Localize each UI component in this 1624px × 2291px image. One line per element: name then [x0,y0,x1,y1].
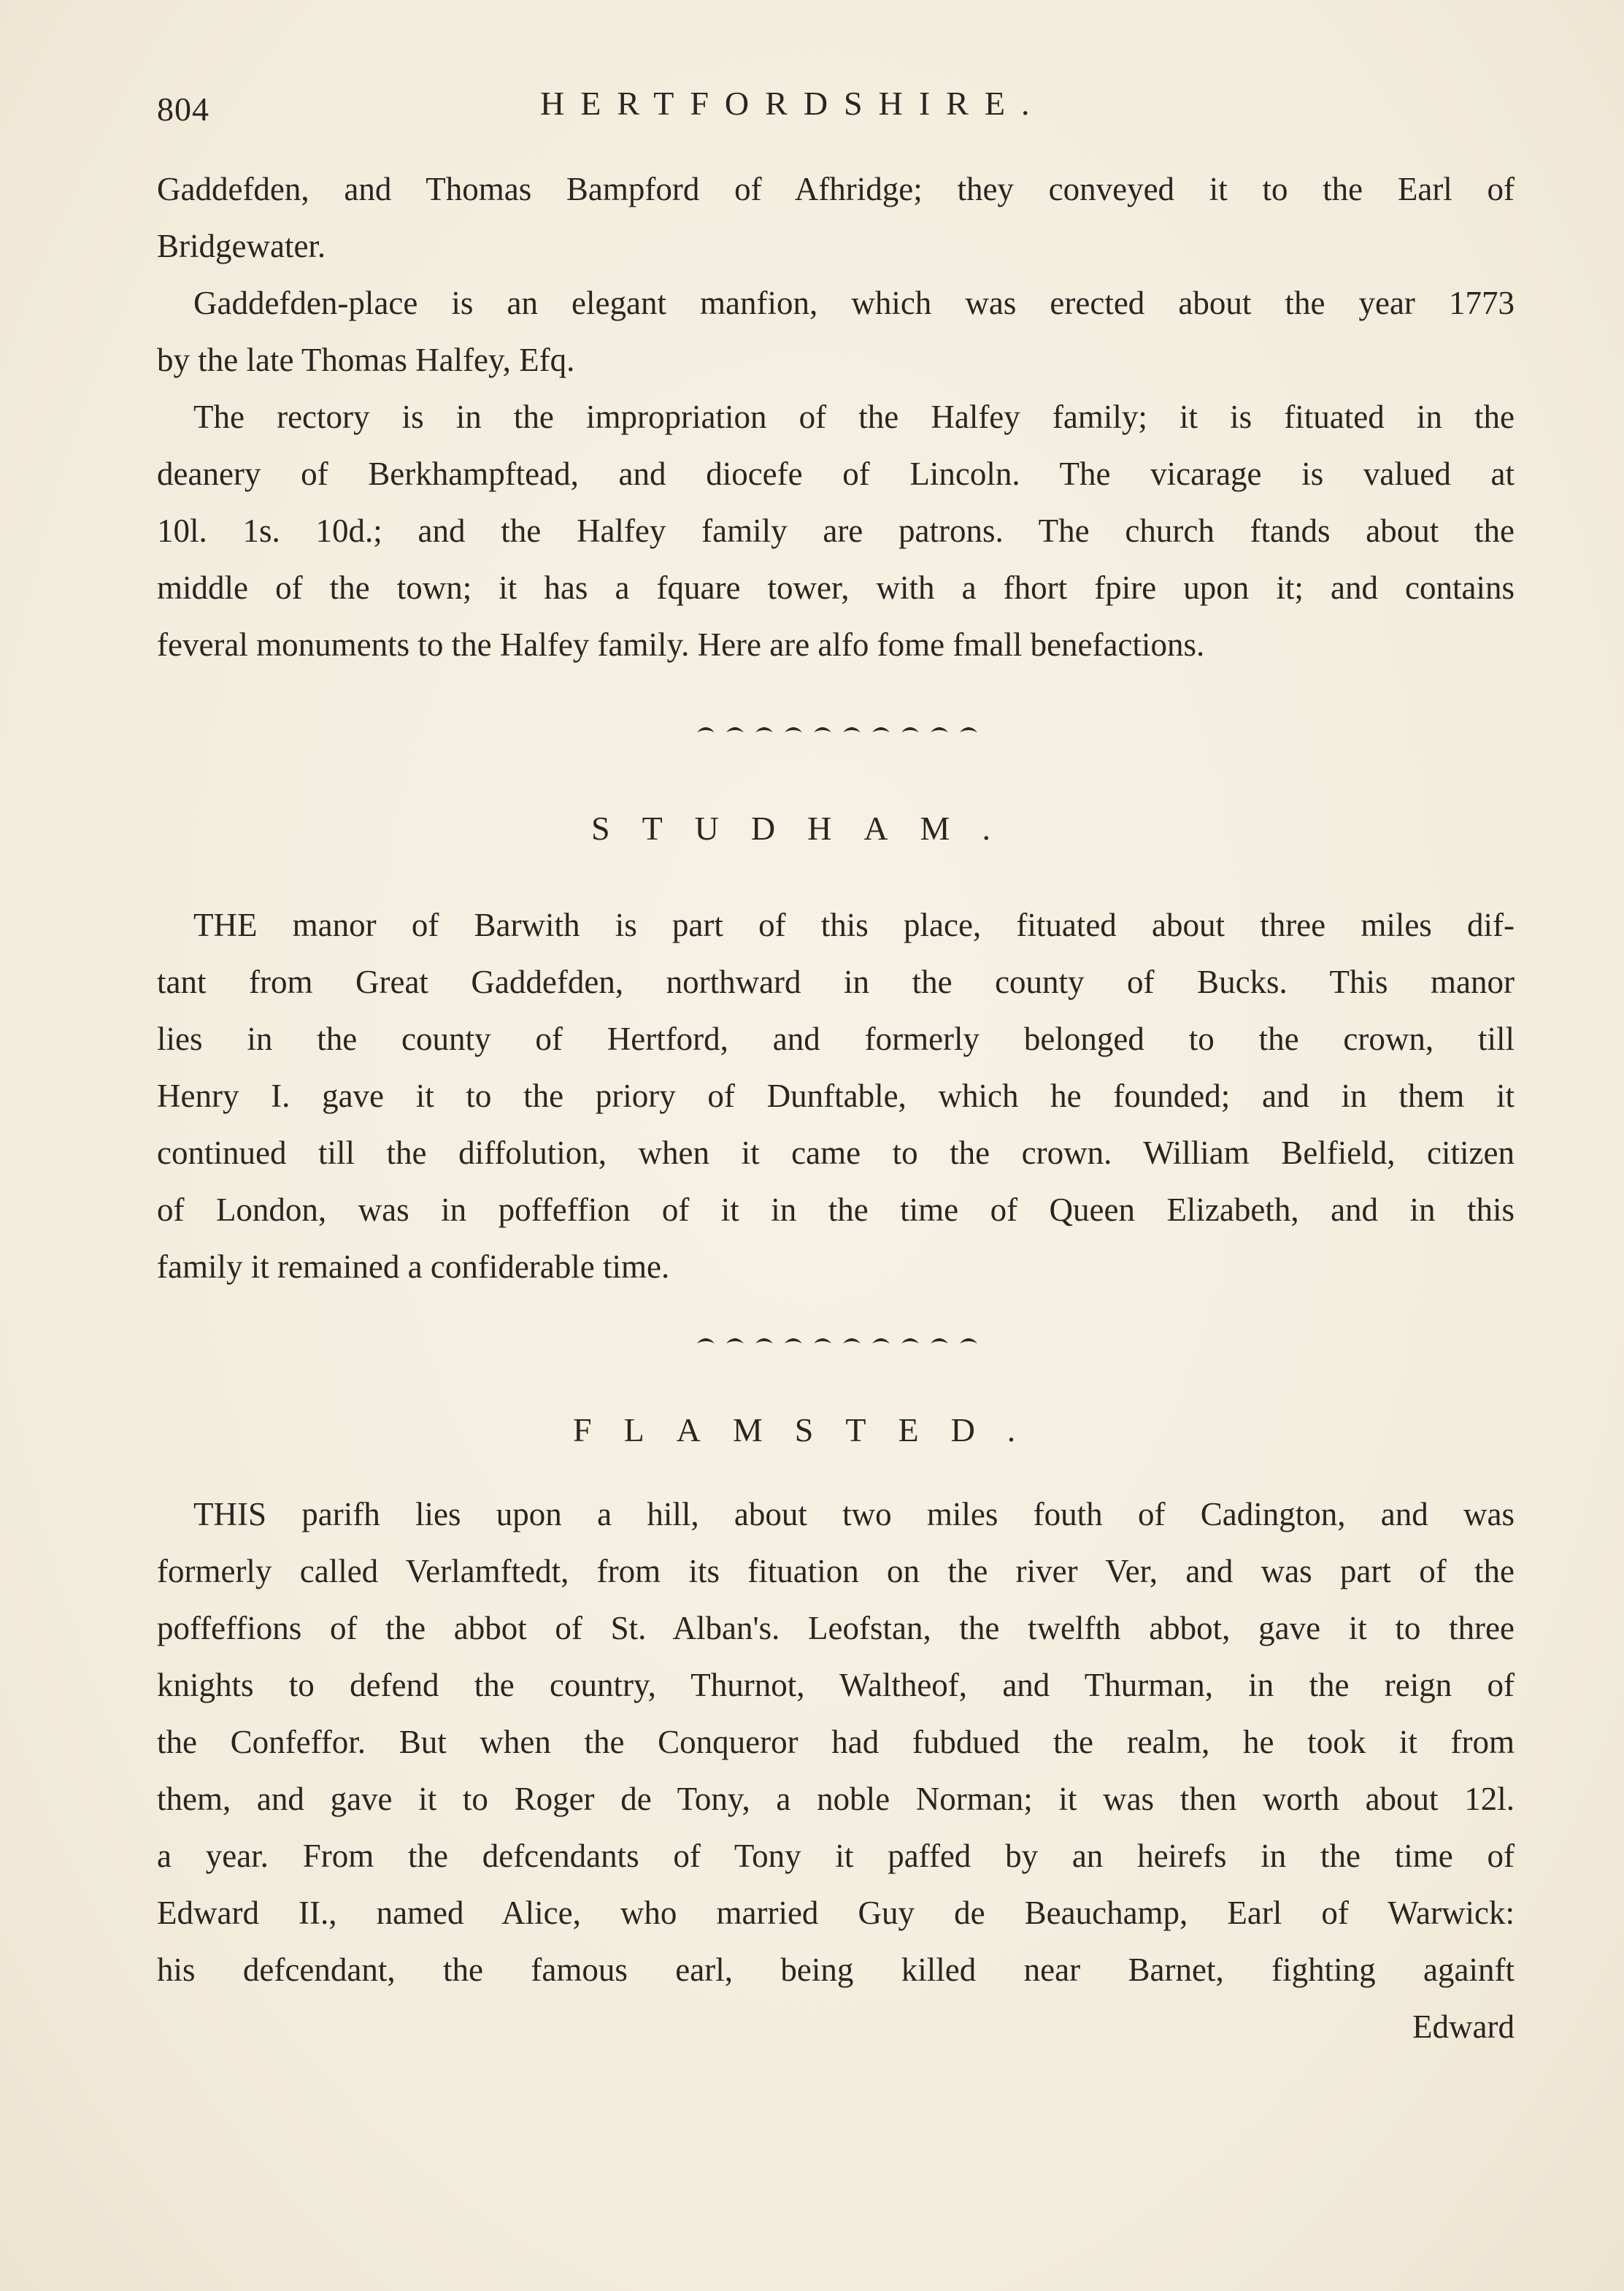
text-line: Bridgewater. [157,228,326,264]
text-line: continued till the diffolution, when it came to the crown. William Belfield, citizen [157,1135,1515,1171]
text-line: lies in the county of Hertford, and formerly belonged to the crown, till [157,1021,1515,1057]
studham-paragraph [157,897,1515,1295]
text-line: a year. From the defcendants of Tony it paffed by an heirefs in the time of [157,1838,1515,1874]
text-line: middle of the town; it has a fquare tower, with a fhort fpire upon it; and contains [157,569,1515,606]
text-line: Gaddefden, and Thomas Bampford of Afhridge; they conveyed it to the Earl of [157,171,1515,207]
page-header [157,77,1515,128]
text-line: Henry I. gave it to the priory of Dunftable, which he founded; and in them it [157,1078,1515,1114]
text-line: THIS parifh lies upon a hill, about two miles fouth of Cadington, and was [193,1496,1515,1532]
text-line: poffeffions of the abbot of St. Alban's. Leofstan, the twelfth abbot, gave it to three [157,1610,1515,1646]
text-line: his defcendant, the famous earl, being killed near Barnet, fighting againft [157,1952,1515,1988]
text-line: knights to defend the country, Thurnot, Waltheof, and Thurman, in the reign of [157,1667,1515,1703]
printers-rule-ornament-icon [690,1330,982,1352]
intro-paragraphs [157,161,1515,673]
running-title: HERTFORDSHIRE. [540,85,1046,122]
text-line: tant from Great Gaddefden, northward in the county of Bucks. This manor [157,964,1515,1000]
text-line: the Confeffor. But when the Conqueror had fubdued the realm, he took it from [157,1724,1515,1760]
text-line: Edward II., named Alice, who married Guy de Beauchamp, Earl of Warwick: [157,1895,1515,1931]
text-line: Gaddefden-place is an elegant manfion, which was erected about the year 1773 [193,285,1515,321]
section-title-flamsted: FLAMSTED. [573,1411,1048,1448]
text-line: feveral monuments to the Halfey family. Here are alfo fome fmall benefactions. [157,626,1205,663]
page-number: 804 [157,91,209,128]
catchword: Edward [1412,2008,1515,2045]
text-line: formerly called Verlamftedt, from its fituation on the river Ver, and was part of the [157,1553,1515,1589]
flamsted-paragraph [157,1486,1515,2055]
text-line: them, and gave it to Roger de Tony, a noble Norman; it was then worth about 12l. [157,1781,1515,1817]
section-title-studham: STUDHAM. [591,810,1023,847]
text-line: 10l. 1s. 10d.; and the Halfey family are patrons. The church ftands about the [157,513,1515,549]
text-line: THE manor of Barwith is part of this place, fituated about three miles dif- [193,907,1515,943]
text-line: family it remained a confiderable time. [157,1248,670,1285]
text-line: of London, was in poffeffion of it in the time of Queen Elizabeth, and in this [157,1191,1515,1228]
printers-rule-ornament-icon [690,719,982,741]
text-line: by the late Thomas Halfey, Efq. [157,342,575,378]
text-line: deanery of Berkhampftead, and diocefe of Lincoln. The vicarage is valued at [157,456,1515,492]
text-line: The rectory is in the impropriation of the Halfey family; it is fituated in the [193,399,1515,435]
